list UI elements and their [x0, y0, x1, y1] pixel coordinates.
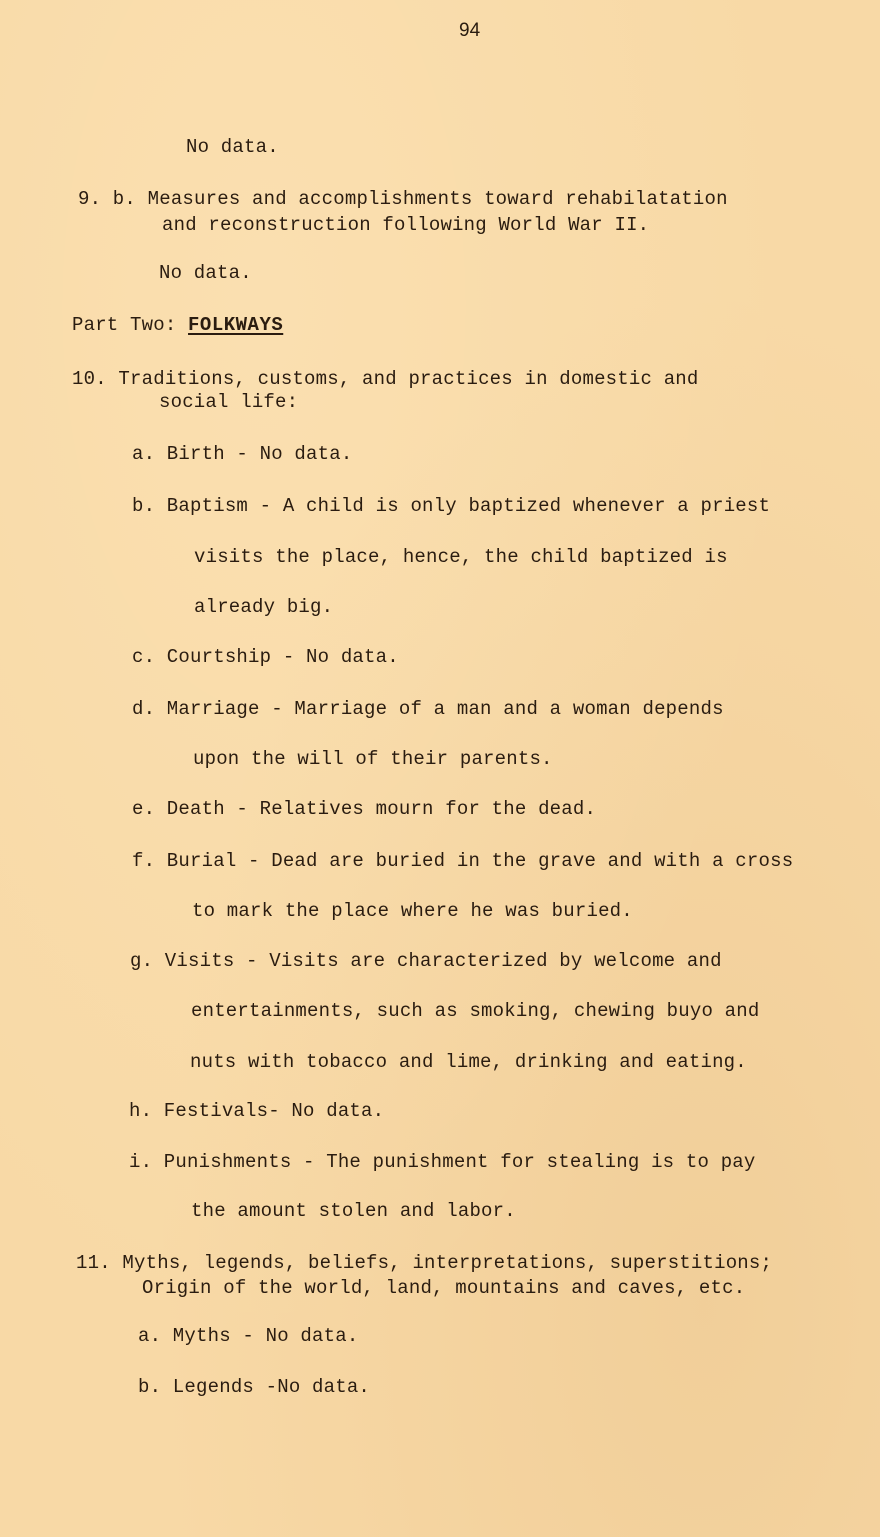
- text-line: social life:: [159, 391, 299, 413]
- text-line: entertainments, such as smoking, chewing buyo and: [191, 1000, 760, 1022]
- text-line: visits the place, hence, the child baptized is: [194, 546, 728, 568]
- text-line: to mark the place where he was buried.: [192, 900, 633, 922]
- text-line: No data.: [159, 262, 252, 284]
- text-line: the amount stolen and labor.: [191, 1200, 516, 1222]
- list-item: b. Baptism - A child is only baptized whenever a priest: [132, 495, 771, 517]
- text-line: Origin of the world, land, mountains and caves, etc.: [142, 1277, 746, 1299]
- section-title: FOLKWAYS: [188, 314, 284, 336]
- list-item: i. Punishments - The punishment for stealing is to pay: [129, 1151, 756, 1173]
- text-line: nuts with tobacco and lime, drinking and eating.: [190, 1051, 747, 1073]
- section-heading-line: [72, 313, 283, 337]
- text-line: already big.: [194, 596, 334, 618]
- list-item: a. Birth - No data.: [132, 443, 353, 465]
- list-item: b. Legends -No data.: [138, 1376, 371, 1398]
- list-item: f. Burial - Dead are buried in the grave and with a cross: [132, 850, 794, 872]
- list-item: a. Myths - No data.: [138, 1325, 359, 1347]
- page-number: 94: [459, 20, 481, 41]
- text-line: and reconstruction following World War II.: [162, 214, 650, 236]
- text-line: 10. Traditions, customs, and practices in domestic and: [72, 368, 699, 390]
- section-label: Part Two:: [72, 314, 189, 336]
- list-item: g. Visits - Visits are characterized by welcome and: [130, 950, 722, 972]
- list-item: c. Courtship - No data.: [132, 646, 399, 668]
- list-item: d. Marriage - Marriage of a man and a woman depends: [132, 698, 724, 720]
- text-line: upon the will of their parents.: [193, 748, 553, 770]
- list-item: e. Death - Relatives mourn for the dead.: [132, 798, 597, 820]
- list-item: h. Festivals- No data.: [129, 1100, 385, 1122]
- text-line: 9. b. Measures and accomplishments toward rehabilatation: [78, 188, 728, 210]
- text-line: 11. Myths, legends, beliefs, interpretations, superstitions;: [76, 1252, 773, 1274]
- text-line: No data.: [186, 136, 279, 158]
